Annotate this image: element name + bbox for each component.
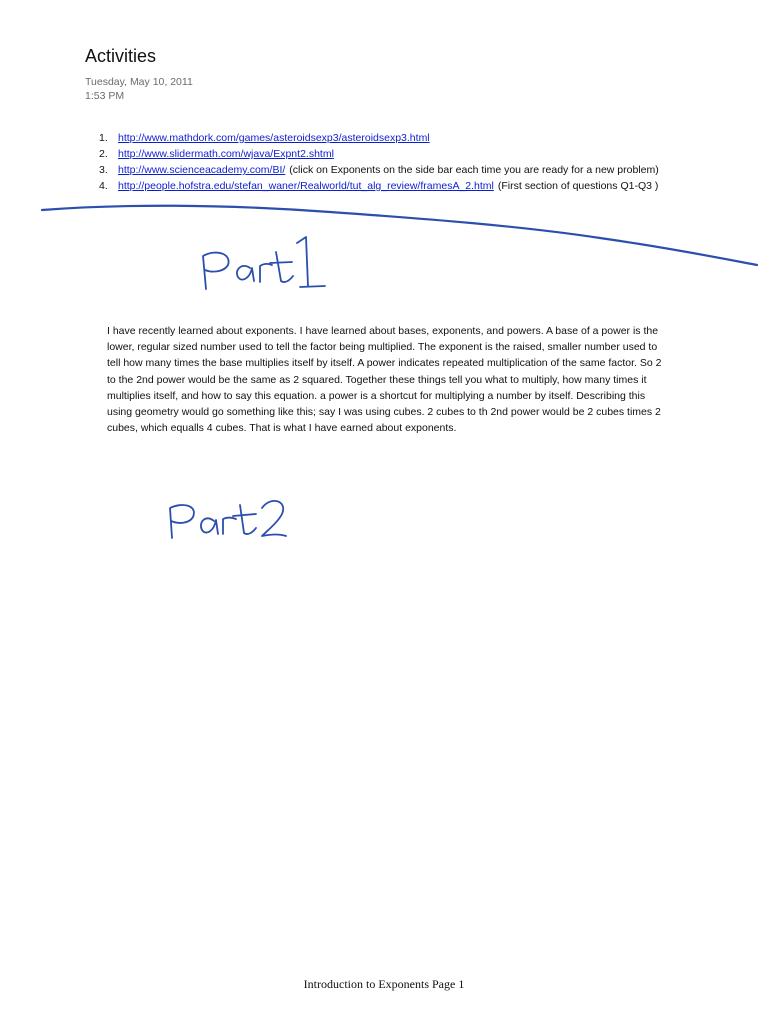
page-footer: Introduction to Exponents Page 1: [303, 977, 465, 991]
link-mathdork[interactable]: http://www.mathdork.com/games/asteroidsexp3/asteroidsexp3.html: [118, 132, 430, 144]
page-title: Activities: [85, 46, 157, 66]
list-item: [99, 178, 659, 194]
list-number: 4.: [99, 180, 108, 192]
note-date: Tuesday, May 10, 2011: [85, 76, 193, 88]
link-hofstra[interactable]: http://people.hofstra.edu/stefan_waner/Realworld/tut_alg_review/framesA_2.html: [118, 180, 494, 192]
list-item: [99, 146, 659, 162]
list-item: [99, 130, 659, 146]
handwritten-part-1: [203, 237, 325, 289]
list-number: 3.: [99, 164, 108, 176]
link-note: (click on Exponents on the side bar each time you are ready for a new problem): [289, 164, 659, 176]
link-slidermath[interactable]: http://www.slidermath.com/wjava/Expnt2.shtml: [118, 148, 334, 160]
exponents-reflection-paragraph: I have recently learned about exponents. I have learned about bases, exponents, and powers. A base of a power is the lower, regular sized number used to tell the factor being multiplied. The exponent is the raised, smaller number used to tell how many times the base multiplies itself by itself. A power indicates repeated multiplication of the same factor. So 2 to the 2nd power would be the same as 2 squared. Together these things tell you what to multiply, how many times it multiplies itself, and how to say this equation. a power is a shortcut for multiplying a number by itself. Describing this using geometry would go something like this; say I was using cubes. 2 cubes to th 2nd power would be 2 cubes times 2 cubes, which equalls 4 cubes. That is what I have earned about exponents.: [107, 325, 662, 435]
list-item: [99, 162, 659, 178]
link-scienceacademy[interactable]: http://www.scienceacademy.com/BI/: [118, 164, 286, 176]
handwritten-part-2: [170, 501, 286, 538]
link-note: (First section of questions Q1-Q3 ): [497, 180, 659, 192]
list-number: 2.: [99, 148, 108, 160]
note-time: 1:53 PM: [85, 90, 125, 102]
ink-divider-line: [42, 206, 757, 265]
activity-link-list: [99, 130, 659, 194]
list-number: 1.: [99, 132, 108, 144]
note-timestamp: [85, 75, 193, 103]
